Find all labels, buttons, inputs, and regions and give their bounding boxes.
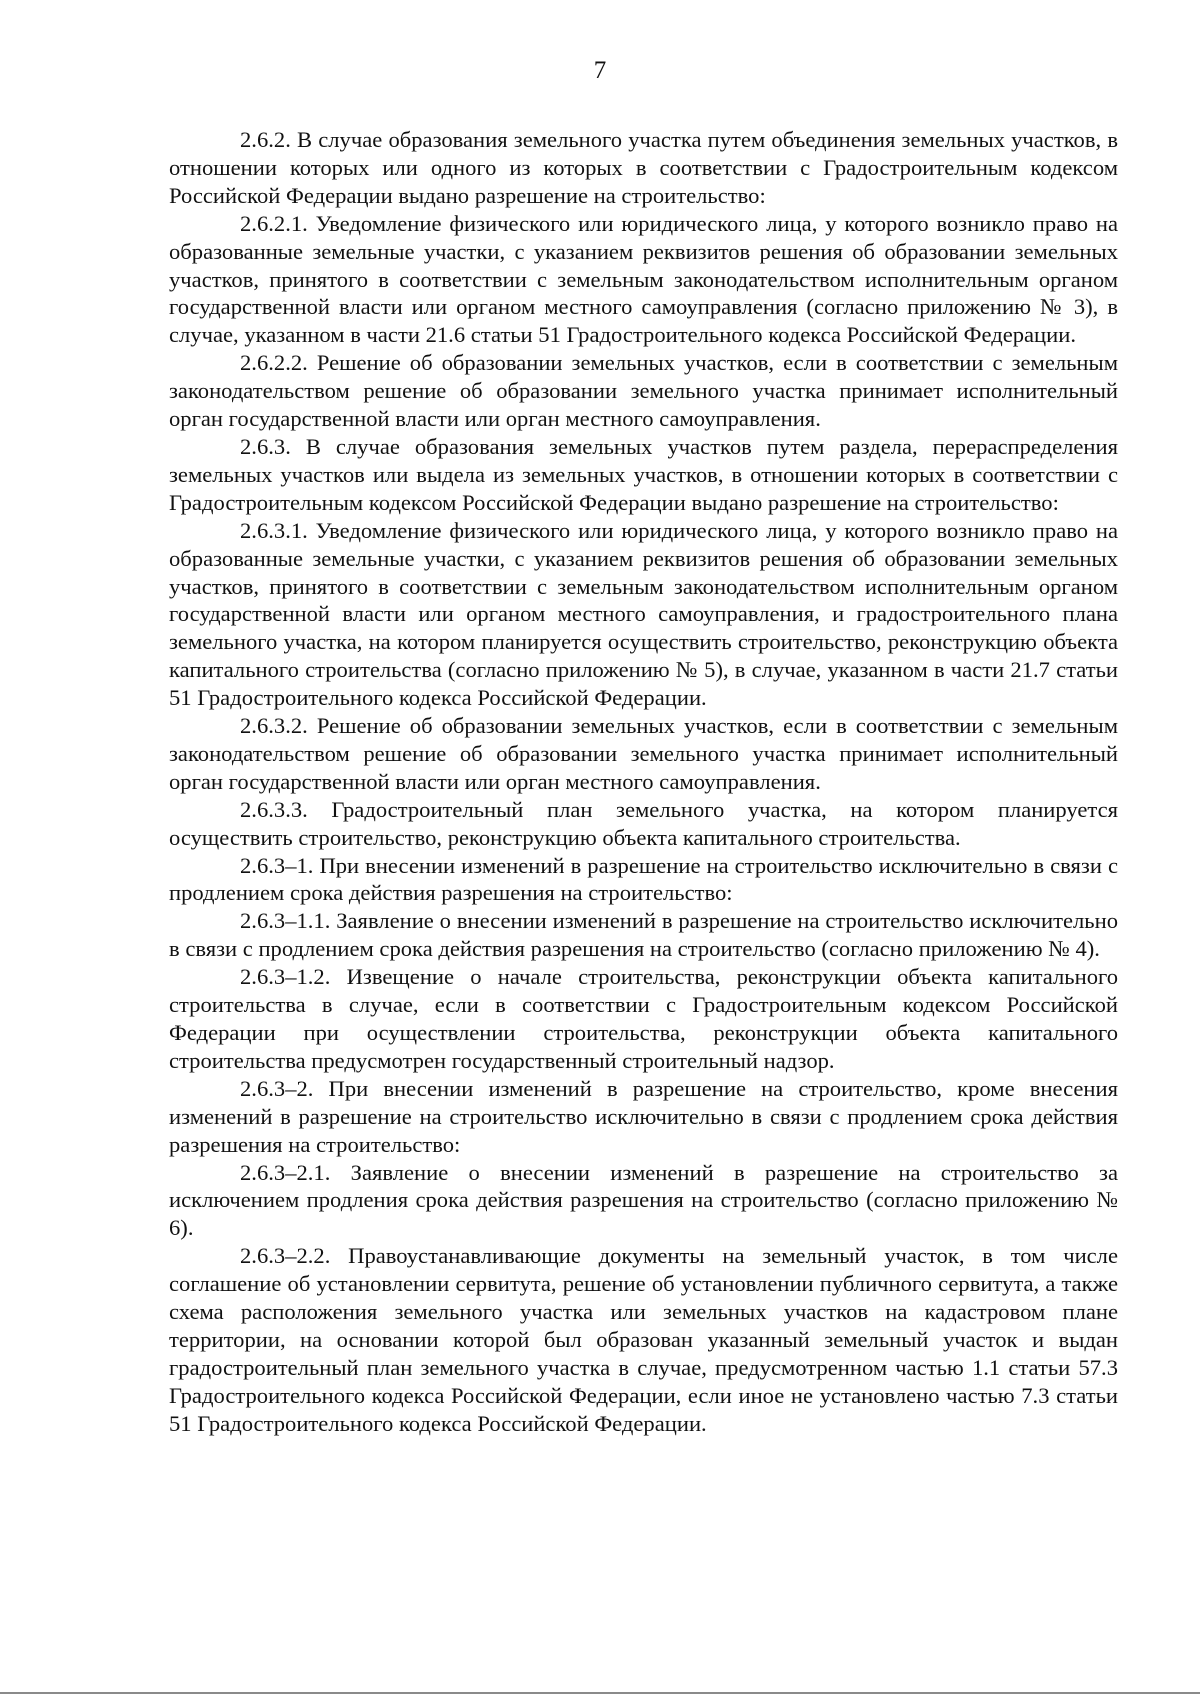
- scan-bottom-edge: [0, 1692, 1200, 1694]
- paragraph-2-6-3-dash-2: 2.6.3–2. При внесении изменений в разрешение на строительство, кроме внесения изменений в разрешение на строительство исключительно в связи с продлением срока действия разрешения на строительство:: [169, 1075, 1118, 1157]
- paragraph-2-6-3-3: 2.6.3.3. Градостроительный план земельного участка, на котором планируется осуществить строительство, реконструкцию объекта капитального строительства.: [169, 796, 1118, 850]
- paragraph-2-6-2-2: 2.6.2.2. Решение об образовании земельных участков, если в соответствии с земельным законодательством решение об образовании земельного участка принимает исполнительный орган государственной власти или орган местного самоуправления.: [169, 350, 1118, 432]
- paragraph-2-6-3-dash-2-1: 2.6.3–2.1. Заявление о внесении изменений в разрешение на строительство за исключением продления срока действия разрешения на строительство (согласно приложению № 6).: [169, 1159, 1118, 1241]
- paragraph-2-6-3: 2.6.3. В случае образования земельных участков путем раздела, перераспределения земельных участков или выдела из земельных участков, в отношении которых в соответствии с Градостроительным кодексом Российской Федерации выдано разрешение на строительство:: [169, 433, 1118, 515]
- paragraph-2-6-2: 2.6.2. В случае образования земельного участка путем объединения земельных участков, в отношении которых или одного из которых в соответствии с Градостроительным кодексом Российской Федерации выдано разрешение на строительство:: [169, 127, 1118, 208]
- paragraph-2-6-2-1: 2.6.2.1. Уведомление физического или юридического лица, у которого возникло право на образованные земельные участки, с указанием реквизитов решения об образовании земельных участков, принятого в соответствии с земельным законодательством исполнительным органом государственной власти или органом местного самоуправления (согласно приложению № 3), в случае, указанном в части 21.6 статьи 51 Градостроительного кодекса Российской Федерации.: [169, 210, 1118, 348]
- page-number: 7: [593, 57, 607, 84]
- paragraph-2-6-3-dash-1-2: 2.6.3–1.2. Извещение о начале строительства, реконструкции объекта капитального строительства в случае, если в соответствии с Градостроительным кодексом Российской Федерации при осуществлении строительства, реконструкции объекта капитального строительства предусмотрен государственный строительный надзор.: [169, 964, 1118, 1073]
- document-body: [169, 126, 1118, 1438]
- paragraph-2-6-3-dash-1: 2.6.3–1. При внесении изменений в разрешение на строительство исключительно в связи с продлением срока действия разрешения на строительство:: [169, 852, 1118, 906]
- paragraph-2-6-3-dash-1-1: 2.6.3–1.1. Заявление о внесении изменений в разрешение на строительство исключительно в связи с продлением срока действия разрешения на строительство (согласно приложению № 4).: [169, 908, 1118, 962]
- paragraph-2-6-3-dash-2-2: 2.6.3–2.2. Правоустанавливающие документы на земельный участок, в том числе соглашение об установлении сервитута, решение об установлении публичного сервитута, а также схема расположения земельного участка или земельных участков на кадастровом плане территории, на основании которой был образован указанный земельный участок и выдан градостроительный план земельного участка в случае, предусмотренном частью 1.1 статьи 57.3 Градостроительного кодекса Российской Федерации, если иное не установлено частью 7.3 статьи 51 Градостроительного кодекса Российской Федерации.: [169, 1243, 1118, 1436]
- paragraph-2-6-3-2: 2.6.3.2. Решение об образовании земельных участков, если в соответствии с земельным законодательством решение об образовании земельного участка принимает исполнительный орган государственной власти или орган местного самоуправления.: [169, 713, 1118, 794]
- paragraph-2-6-3-1: 2.6.3.1. Уведомление физического или юридического лица, у которого возникло право на образованные земельные участки, с указанием реквизитов решения об образовании земельных участков, принятого в соответствии с земельным законодательством исполнительным органом государственной власти или органом местного самоуправления, и градостроительного плана земельного участка, на котором планируется осуществить строительство, реконструкцию объекта капитального строительства (согласно приложению № 5), в случае, указанном в части 21.7 статьи 51 Градостроительного кодекса Российской Федерации.: [169, 517, 1118, 711]
